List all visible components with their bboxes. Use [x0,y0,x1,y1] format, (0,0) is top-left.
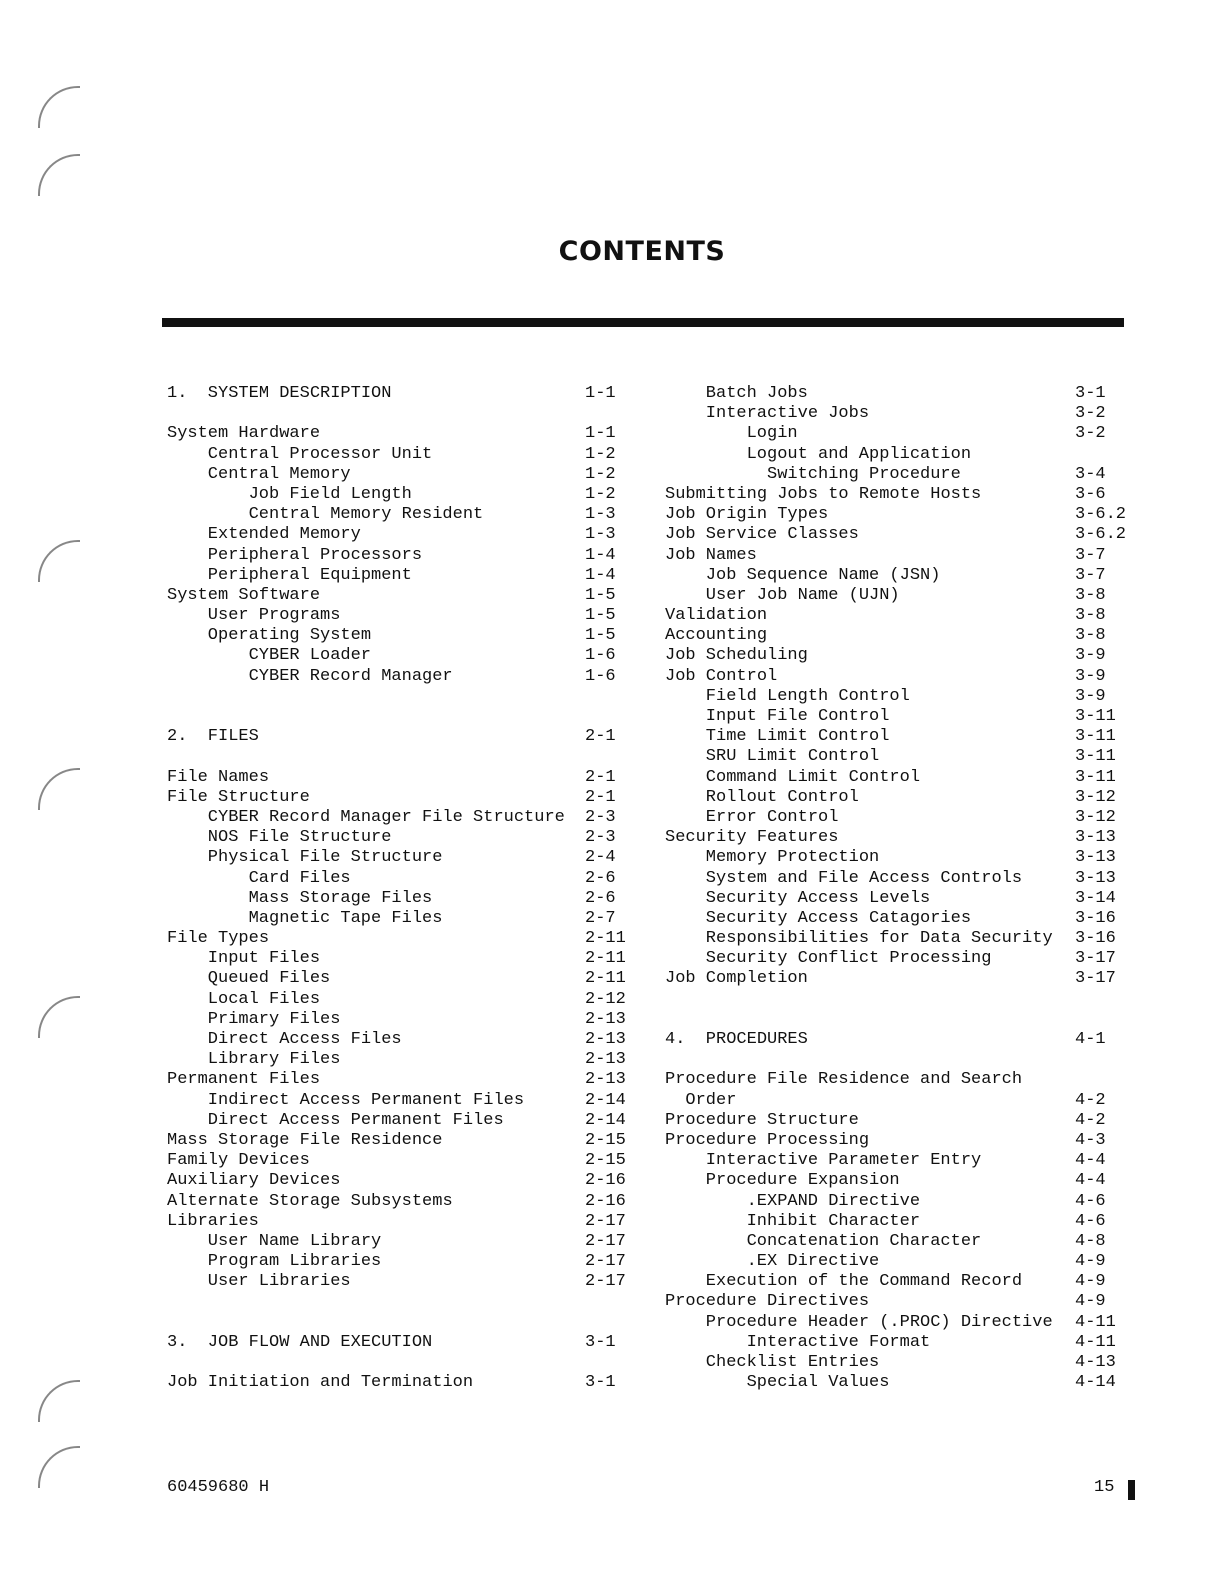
toc-entry-title: .EX Directive [746,1252,880,1272]
toc-entry-title: Job Scheduling [665,646,808,666]
toc-entry-page: 4-8 [1075,1231,1106,1251]
toc-entry-page: 3-11 [1075,767,1116,787]
punch-hole-mark [38,154,80,196]
toc-entry[interactable] [665,1353,1145,1373]
toc-entry-page: 1-2 [585,484,616,504]
toc-entry[interactable] [665,747,1145,767]
toc-entry-page: 3-6.2 [1075,505,1127,525]
toc-entry[interactable] [167,1232,627,1252]
toc-entry-page: 4-9 [1075,1252,1106,1272]
toc-entry-page: 2-14 [585,1110,626,1130]
toc-entry-page: 3-13 [1075,868,1116,888]
toc-entry[interactable] [665,969,1145,989]
toc-entry[interactable] [167,929,627,949]
toc-entry-page: 3-11 [1075,707,1116,726]
toc-entry[interactable] [665,727,1145,747]
toc-entry[interactable] [167,606,627,626]
toc-entry-title: Peripheral Equipment [207,565,412,585]
toc-entry[interactable] [665,424,1145,444]
toc-entry[interactable] [665,485,1145,505]
toc-entry[interactable] [167,1151,627,1171]
toc-entry-title: Family Devices [167,1151,310,1171]
toc-entry-title: Job Origin Types [665,505,829,525]
toc-entry[interactable] [665,1313,1145,1333]
toc-entry-title: System Software [167,585,321,605]
toc-entry-page: 3-8 [1075,626,1106,646]
page-title: CONTENTS [558,236,726,267]
toc-entry[interactable] [167,1131,627,1151]
toc-entry-page: 1-3 [585,505,616,525]
toc-entry-page: 3-9 [1075,686,1106,706]
toc-entry[interactable] [167,646,627,666]
toc-entry-title: Order [685,1090,737,1110]
toc-entry[interactable] [167,1373,627,1393]
toc-entry[interactable] [167,828,627,848]
toc-entry-page: 4-14 [1075,1373,1116,1393]
toc-entry[interactable] [665,869,1145,889]
toc-entry-title: Login [746,424,798,444]
toc-entry[interactable] [167,1030,627,1050]
toc-entry-page: 3-14 [1075,888,1116,908]
toc-entry[interactable] [665,606,1145,626]
punch-hole-mark [38,1446,80,1488]
toc-entry-page: 3-16 [1075,908,1116,928]
toc-entry-title: Interactive Format [746,1332,931,1352]
toc-entry[interactable] [665,949,1145,969]
toc-entry-page: 4-2 [1075,1110,1106,1130]
toc-entry-title: Switching Procedure [767,464,961,484]
toc-entry-title: Error Control [705,807,839,827]
toc-entry-page: 3-8 [1075,585,1106,605]
toc-entry-title: Direct Access Permanent Files [207,1110,504,1130]
toc-entry-page: 4-11 [1075,1312,1116,1332]
toc-entry[interactable] [665,1030,1145,1050]
toc-entry-title: Library Files [207,1050,341,1070]
toc-entry-title: SRU Limit Control [705,747,880,767]
toc-entry-page: 2-1 [585,767,616,787]
toc-entry[interactable] [665,768,1145,788]
toc-entry[interactable] [665,566,1145,586]
toc-entry-title: Batch Jobs [705,384,808,403]
toc-entry-title: 2. FILES [167,727,259,747]
toc-spacer [167,747,627,767]
toc-spacer [665,1050,1145,1070]
toc-entry-title: Special Values [746,1373,890,1393]
toc-entry[interactable] [665,828,1145,848]
punch-hole-mark [38,1380,80,1422]
toc-entry-page: 4-4 [1075,1171,1106,1191]
toc-entry-title: File Structure [167,787,310,807]
toc-entry-page: 3-17 [1075,969,1116,989]
toc-entry-page: 2-3 [585,807,616,827]
toc-entry[interactable] [665,1252,1145,1272]
toc-entry-title: .EXPAND Directive [746,1191,921,1211]
document-number: 60459680 H [167,1478,270,1497]
toc-entry[interactable] [167,1252,627,1272]
toc-entry[interactable] [167,768,627,788]
toc-entry-page: 3-11 [1075,747,1116,767]
toc-entry[interactable] [167,1111,627,1131]
toc-spacer [167,1292,627,1312]
toc-entry[interactable] [167,969,627,989]
toc-entry-title: Procedure Processing [665,1130,870,1150]
toc-entry-title: Job Names [665,545,757,565]
toc-spacer [665,1010,1145,1030]
toc-entry[interactable] [665,586,1145,606]
toc-entry-page: 3-9 [1075,646,1106,666]
toc-entry[interactable] [665,1151,1145,1171]
toc-entry[interactable] [665,1111,1145,1131]
toc-entry-page: 4-4 [1075,1151,1106,1171]
toc-entry-title: Peripheral Processors [207,545,423,565]
toc-entry[interactable] [167,1050,627,1070]
toc-entry[interactable] [167,1010,627,1030]
toc-entry[interactable] [665,909,1145,929]
toc-entry[interactable] [167,667,627,687]
toc-entry-title: Concatenation Character [746,1231,982,1251]
toc-entry[interactable] [167,546,627,566]
toc-entry-page: 2-11 [585,949,626,969]
toc-entry-title: Interactive Jobs [705,404,870,424]
toc-entry-page: 3-7 [1075,565,1106,585]
toc-entry-page: 1-6 [585,666,616,686]
toc-entry-title: 1. SYSTEM DESCRIPTION [167,384,392,403]
toc-entry-page: 2-7 [585,908,616,928]
toc-entry-page: 1-4 [585,565,616,585]
toc-entry-title: Direct Access Files [207,1030,402,1049]
toc-entry-title: Memory Protection [705,848,880,868]
toc-entry-title: Command Limit Control [705,767,921,787]
toc-entry[interactable] [167,889,627,909]
toc-entry-page: 2-13 [585,1050,626,1070]
toc-entry[interactable] [167,1171,627,1191]
toc-entry-page: 4-3 [1075,1130,1106,1150]
toc-entry-title: Operating System [207,626,372,646]
toc-entry-page: 1-2 [585,464,616,484]
toc-entry-page: 2-1 [585,787,616,807]
toc-entry[interactable] [665,505,1145,525]
toc-entry-page: 4-9 [1075,1292,1106,1312]
toc-entry-title: Mass Storage Files [248,888,433,908]
toc-entry-page: 1-1 [585,384,616,403]
toc-entry-page: 2-11 [585,929,626,949]
toc-entry-page: 3-6.2 [1075,525,1127,545]
toc-entry-page: 2-11 [585,969,626,989]
toc-entry-page: 4-9 [1075,1272,1106,1292]
toc-entry[interactable] [167,626,627,646]
toc-entry[interactable] [665,929,1145,949]
toc-entry[interactable] [167,727,627,747]
toc-entry-title: File Types [167,929,270,949]
toc-entry-page: 1-1 [585,424,616,444]
toc-entry-title: Alternate Storage Subsystems [167,1191,453,1211]
toc-entry[interactable] [665,465,1145,485]
toc-entry-page: 3-6 [1075,484,1106,504]
toc-entry-title: File Names [167,767,270,787]
toc-entry[interactable] [167,1070,627,1090]
toc-entry-page: 4-2 [1075,1090,1106,1110]
toc-entry-title: Primary Files [207,1009,341,1029]
toc-entry[interactable] [665,445,1145,465]
toc-entry[interactable] [665,1070,1145,1090]
toc-entry-page: 2-16 [585,1191,626,1211]
toc-entry-title: Input File Control [705,707,890,726]
toc-spacer [167,707,627,727]
toc-entry-title: Queued Files [207,969,331,989]
toc-entry-page: 3-1 [585,1332,616,1352]
toc-entry-page: 2-15 [585,1151,626,1171]
toc-entry-title: NOS File Structure [207,828,392,848]
toc-entry[interactable] [665,1171,1145,1191]
toc-entry-page: 3-9 [1075,666,1106,686]
toc-entry-title: Card Files [248,868,351,888]
toc-entry-page: 2-15 [585,1130,626,1150]
toc-entry-title: Submitting Jobs to Remote Hosts [665,484,982,504]
toc-entry[interactable] [167,1091,627,1111]
toc-entry-page: 3-12 [1075,807,1116,827]
toc-entry-page: 2-3 [585,828,616,848]
toc-entry-title: Logout and Application [746,444,972,464]
toc-entry[interactable] [665,1333,1145,1353]
toc-entry-title: Accounting [665,626,768,646]
toc-entry[interactable] [665,1212,1145,1232]
toc-spacer [167,1353,627,1373]
toc-entry-title: 4. PROCEDURES [665,1030,808,1049]
toc-entry[interactable] [665,788,1145,808]
toc-entry-page: 2-17 [585,1231,626,1251]
toc-entry-page: 3-4 [1075,464,1106,484]
toc-entry[interactable] [665,1292,1145,1312]
toc-entry-page: 3-2 [1075,404,1106,424]
toc-entry-title: System Hardware [167,424,321,444]
toc-entry-title: Extended Memory [207,525,361,545]
toc-entry-page: 2-4 [585,848,616,868]
toc-entry-title: Procedure Directives [665,1292,870,1312]
toc-entry[interactable] [665,1131,1145,1151]
toc-entry[interactable] [167,990,627,1010]
toc-entry-title: User Name Library [207,1231,382,1251]
toc-entry-title: Field Length Control [705,686,910,706]
toc-entry-title: Security Access Catagories [705,908,972,928]
toc-entry-page: 3-2 [1075,424,1106,444]
toc-entry[interactable] [665,1272,1145,1292]
toc-entry-title: Inhibit Character [746,1211,921,1231]
toc-entry[interactable] [665,848,1145,868]
toc-entry-page: 1-5 [585,585,616,605]
toc-right-column [665,384,1145,1393]
toc-entry-title: Security Conflict Processing [705,949,992,969]
toc-entry-title: CYBER Record Manager [248,666,453,686]
toc-entry-page: 1-5 [585,606,616,626]
toc-entry-title: Job Service Classes [665,525,859,545]
toc-entry-title: Security Access Levels [705,888,931,908]
toc-entry[interactable] [167,505,627,525]
toc-entry-title: Magnetic Tape Files [248,908,443,928]
toc-entry-page: 4-6 [1075,1211,1106,1231]
toc-entry-title: Program Libraries [207,1252,382,1272]
toc-entry-page: 2-17 [585,1211,626,1231]
toc-entry-page: 3-16 [1075,929,1116,949]
toc-entry-page: 3-1 [1075,384,1106,403]
toc-entry-page: 2-12 [585,989,626,1009]
toc-entry-page: 1-2 [585,444,616,464]
toc-entry[interactable] [167,586,627,606]
toc-entry[interactable] [665,404,1145,424]
toc-entry-page: 2-17 [585,1252,626,1272]
toc-entry-title: Job Field Length [248,484,412,504]
toc-entry-page: 3-17 [1075,949,1116,969]
toc-entry-title: User Job Name (UJN) [705,585,900,605]
toc-entry[interactable] [167,1333,627,1353]
toc-entry-page: 4-13 [1075,1353,1116,1372]
toc-entry[interactable] [167,566,627,586]
toc-entry-title: Local Files [207,989,321,1009]
toc-entry-title: Auxiliary Devices [167,1171,341,1191]
toc-entry-title: Libraries [167,1211,259,1231]
punch-hole-mark [38,768,80,810]
toc-entry[interactable] [167,424,627,444]
toc-entry-page: 4-6 [1075,1191,1106,1211]
toc-entry-title: Central Processor Unit [207,444,433,464]
punch-hole-mark [38,996,80,1038]
toc-entry[interactable] [665,687,1145,707]
toc-entry-page: 3-12 [1075,787,1116,807]
punch-hole-mark [38,540,80,582]
toc-entry[interactable] [167,1272,627,1292]
toc-entry-title: Time Limit Control [705,727,890,747]
toc-entry-title: User Libraries [207,1272,351,1292]
toc-entry-title: Central Memory Resident [248,505,484,525]
toc-entry-title: Job Sequence Name (JSN) [705,565,941,585]
toc-entry-title: Security Features [665,828,839,848]
toc-entry-title: CYBER Loader [248,646,372,666]
toc-entry-page: 4-11 [1075,1332,1116,1352]
toc-entry[interactable] [665,384,1145,404]
toc-entry-page: 2-16 [585,1171,626,1191]
toc-entry[interactable] [167,384,627,404]
toc-entry[interactable] [167,465,627,485]
toc-entry-page: 4-1 [1075,1030,1106,1049]
toc-entry-title: Procedure Structure [665,1110,859,1130]
toc-entry[interactable] [665,808,1145,828]
toc-entry[interactable] [167,445,627,465]
page-number: 15 [1094,1478,1115,1497]
toc-entry-title: Procedure Header (.PROC) Directive [705,1312,1053,1332]
toc-spacer [167,1313,627,1333]
toc-entry[interactable] [167,1192,627,1212]
toc-entry-page: 2-13 [585,1070,626,1090]
toc-entry[interactable] [167,788,627,808]
toc-entry-title: Central Memory [207,464,351,484]
toc-entry-page: 3-13 [1075,828,1116,848]
toc-spacer [167,404,627,424]
toc-spacer [167,687,627,707]
toc-entry-title: CYBER Record Manager File Structure [207,807,565,827]
toc-entry-title: Permanent Files [167,1070,321,1090]
toc-entry-page: 2-14 [585,1090,626,1110]
toc-entry-page: 3-13 [1075,848,1116,868]
toc-entry-title: 3. JOB FLOW AND EXECUTION [167,1332,433,1352]
toc-entry[interactable] [665,546,1145,566]
change-bar [1128,1480,1135,1500]
toc-entry-title: Responsibilities for Data Security [705,929,1053,949]
toc-entry-title: Job Initiation and Termination [167,1373,474,1393]
toc-left-column [167,384,627,1393]
toc-entry-title: Mass Storage File Residence [167,1130,443,1150]
toc-entry[interactable] [167,949,627,969]
toc-entry-title: Rollout Control [705,787,859,807]
toc-entry-page: 3-7 [1075,545,1106,565]
toc-entry-page: 3-8 [1075,606,1106,626]
toc-entry-title: Checklist Entries [705,1353,880,1372]
toc-entry[interactable] [167,1212,627,1232]
toc-entry-title: Job Control [665,666,778,686]
toc-entry-page: 1-3 [585,525,616,545]
toc-entry[interactable] [665,626,1145,646]
toc-spacer [665,990,1145,1010]
toc-entry-title: Job Completion [665,969,808,989]
toc-entry-page: 2-13 [585,1030,626,1049]
toc-entry[interactable] [665,525,1145,545]
toc-entry[interactable] [167,525,627,545]
title-rule [162,318,1124,327]
toc-entry[interactable] [665,1232,1145,1252]
toc-entry-title: System and File Access Controls [705,868,1023,888]
toc-entry[interactable] [167,808,627,828]
toc-entry-page: 1-4 [585,545,616,565]
toc-entry[interactable] [167,485,627,505]
toc-entry-page: 3-1 [585,1373,616,1393]
toc-entry[interactable] [665,646,1145,666]
toc-entry-page: 3-11 [1075,727,1116,747]
toc-entry-title: Physical File Structure [207,848,443,868]
toc-entry[interactable] [665,1091,1145,1111]
toc-entry[interactable] [665,667,1145,687]
toc-entry-title: Validation [665,606,768,626]
toc-entry-title: Execution of the Command Record [705,1272,1023,1292]
toc-entry-page: 2-13 [585,1009,626,1029]
toc-entry-title: Indirect Access Permanent Files [207,1090,525,1110]
toc-entry[interactable] [167,848,627,868]
toc-entry[interactable] [665,707,1145,727]
toc-entry[interactable] [665,1192,1145,1212]
toc-entry[interactable] [665,1373,1145,1393]
toc-entry[interactable] [167,869,627,889]
toc-entry-page: 2-6 [585,888,616,908]
toc-entry-page: 1-5 [585,626,616,646]
toc-entry-title: Procedure File Residence and Search [665,1070,1023,1090]
toc-entry-title: Interactive Parameter Entry [705,1151,982,1171]
toc-entry-title: Procedure Expansion [705,1171,900,1191]
toc-entry-page: 2-17 [585,1272,626,1292]
toc-entry[interactable] [665,889,1145,909]
toc-entry-title: Input Files [207,949,321,969]
toc-entry[interactable] [167,909,627,929]
toc-entry-page: 2-6 [585,868,616,888]
punch-hole-mark [38,86,80,128]
toc-entry-title: User Programs [207,606,341,626]
toc-entry-page: 1-6 [585,646,616,666]
toc-entry-page: 2-1 [585,727,616,747]
